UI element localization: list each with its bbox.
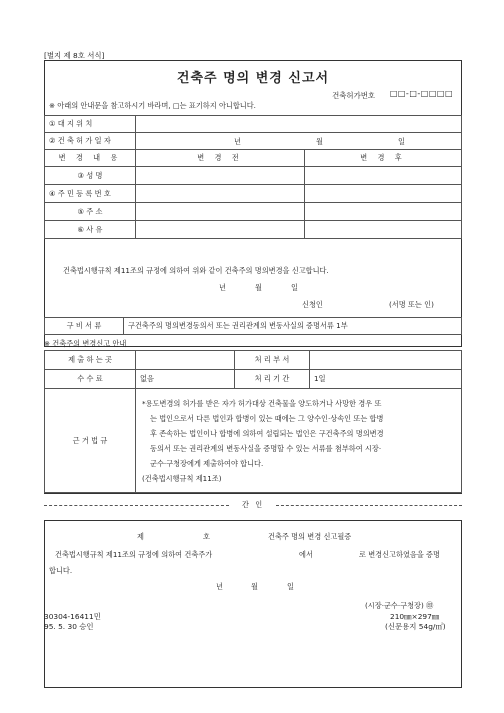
name-label: ③ 성 명 xyxy=(45,167,136,185)
name-after-field[interactable] xyxy=(305,167,462,185)
documents-value: 구건축주의 명의변경동의서 또는 권리관계의 변동사실의 증명서류 1부 xyxy=(124,318,462,335)
fee-value: 없음 xyxy=(136,370,235,389)
resident-number-label: ④ 주 민 등 록 번 호 xyxy=(45,185,136,203)
footer-paper-size: 210㎜×297㎜ xyxy=(390,612,440,621)
form-number-label: [별지 제 8호 서식] xyxy=(44,51,105,60)
cut-line xyxy=(44,500,462,510)
processing-dept-label: 처 리 부 서 xyxy=(235,351,310,370)
permit-date-month: 월 xyxy=(316,137,323,146)
after-header: 변 경 후 xyxy=(305,150,462,167)
report-form xyxy=(44,60,462,347)
submit-to-value xyxy=(136,351,235,370)
processing-dept-value xyxy=(310,351,462,370)
legal-basis-label: 근 거 법 규 xyxy=(45,389,136,493)
receipt-issuer: (시장·군수·구청장) ㊞ xyxy=(365,601,434,610)
permit-date-label: ② 건 축 허 가 일 자 xyxy=(45,133,136,150)
receipt-day: 일 xyxy=(287,582,294,591)
address-label: ⑤ 주 소 xyxy=(45,203,136,221)
reason-after-field[interactable] xyxy=(305,221,462,239)
reason-label: ⑥ 사 유 xyxy=(45,221,136,239)
form-title: 건축주 명의 변경 신고서 xyxy=(176,71,330,86)
permit-date-field[interactable] xyxy=(136,133,462,150)
change-content-label: 변 경 내 용 xyxy=(45,150,136,167)
before-header: 변 경 전 xyxy=(136,150,305,167)
documents-label: 구 비 서 류 xyxy=(45,318,124,335)
guide-table xyxy=(44,350,462,493)
site-location-label: ① 대 지 위 치 xyxy=(45,116,136,133)
receipt-year: 년 xyxy=(216,582,223,591)
period-label: 처 리 기 간 xyxy=(235,370,310,389)
fee-label: 수 수 료 xyxy=(45,370,136,389)
address-after-field[interactable] xyxy=(305,203,462,221)
declaration-text: 건축법시행규칙 제11조의 규정에 의하여 위와 같이 건축주의 명의변경을 신고합니다. xyxy=(63,266,329,275)
footer-code: 30304-16411민 xyxy=(44,612,101,621)
guide-box xyxy=(44,350,462,494)
receipt-text-2: 에서 xyxy=(299,550,313,559)
receipt-month: 월 xyxy=(251,582,258,591)
resident-number-after-field[interactable] xyxy=(305,185,462,203)
name-before-field[interactable] xyxy=(136,167,305,185)
site-location-field[interactable] xyxy=(136,116,462,133)
receipt-number-suffix: 호 xyxy=(203,532,210,541)
applicant-signature[interactable]: (서명 또는 인) xyxy=(389,300,434,309)
permit-date-day: 일 xyxy=(398,137,405,146)
legal-basis-text: *용도변경의 허가를 받은 자가 허가대상 건축물을 양도하거나 사망한 경우 또 는 법인으로서 다른 법인과 합병이 있는 때에는 그 양수인·상속인 또는 합병 후 존속하는 법인이나 합병에 의하여 설립되는 법인은 구건축주의 명의변경 동의서 또는 권리관계의 변동사실을 증명할 수 있는 서류를 첨부하여 시장· 군수·구청장에게 제출하여야 합니다. (건축법시행규칙 제11조) xyxy=(136,389,462,493)
declaration-month: 월 xyxy=(255,283,262,292)
receipt-text-1: 건축법시행규칙 제11조의 규정에 의하여 건축주가 xyxy=(55,550,213,559)
receipt-number-prefix: 제 xyxy=(137,532,144,541)
form-notice: ※ 아래의 안내문을 참고하시기 바라며, □는 표기하지 아니합니다. xyxy=(49,101,256,110)
footer-paper-type: (신문용지 54g/㎡) xyxy=(385,622,446,631)
receipt-title: 건축주 명의 변경 신고필증 xyxy=(268,532,352,541)
permit-date-year: 년 xyxy=(234,137,241,146)
resident-number-before-field[interactable] xyxy=(136,185,305,203)
applicant-table xyxy=(44,115,462,239)
declaration-day: 일 xyxy=(291,283,298,292)
permit-number-label: 건축허가번호 xyxy=(332,91,375,100)
footer-approval-date: 95. 5. 30 승인 xyxy=(44,622,94,631)
guide-title: ※ 건축주의 변경신고 안내 xyxy=(44,339,127,348)
submit-to-label: 제 출 하 는 곳 xyxy=(45,351,136,370)
permit-number-field[interactable]: □□-□-□□□□ xyxy=(389,89,453,98)
address-before-field[interactable] xyxy=(136,203,305,221)
declaration-year: 년 xyxy=(219,283,226,292)
receipt-text-3: 로 변경신고하였음을 증명 xyxy=(359,550,440,559)
receipt-text-4: 합니다. xyxy=(49,566,73,575)
period-value: 1일 xyxy=(310,370,462,389)
cut-label: 간 인 xyxy=(242,500,265,509)
applicant-label: 신청인 xyxy=(302,300,323,309)
receipt-box xyxy=(44,520,462,688)
reason-before-field[interactable] xyxy=(136,221,305,239)
documents-table xyxy=(44,317,462,335)
